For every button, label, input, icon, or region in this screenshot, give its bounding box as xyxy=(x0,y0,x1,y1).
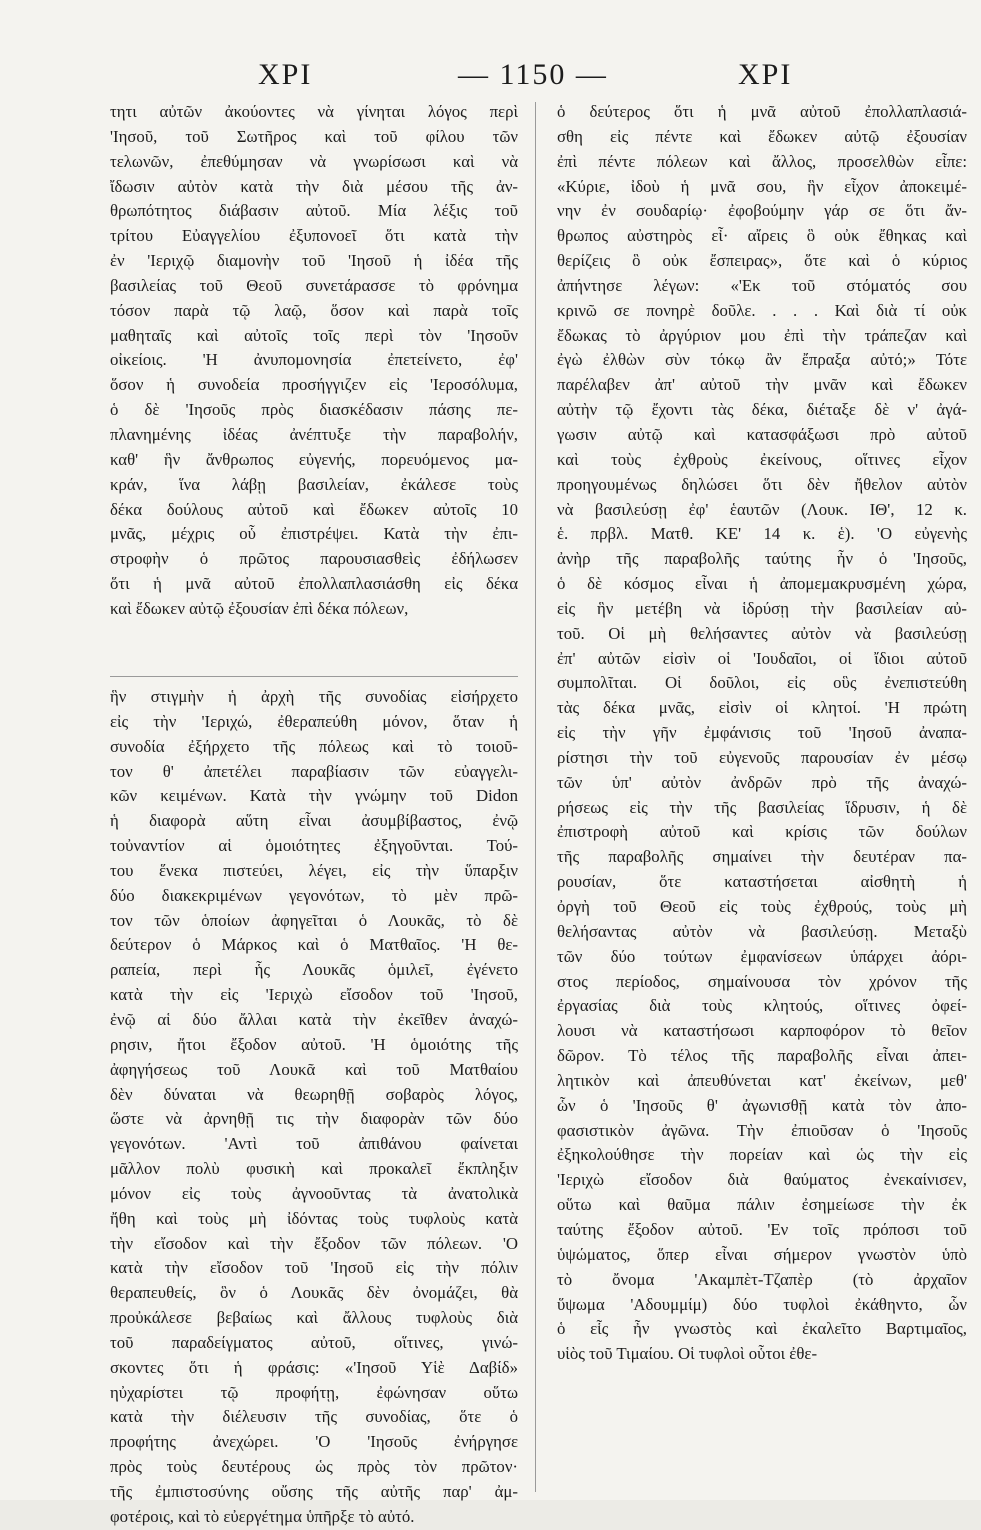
text-line: μᾶλλον πολὺ φυσικὴ καὶ προκαλεῖ ἔκπληξιν xyxy=(110,1159,518,1179)
text-line: του ἕνεκα πιστεύει, λέγει, εἰς τὴν ὕπαρξιν xyxy=(110,860,518,880)
text-line: τον τῶν ὁποίων ἀφηγεῖται ὁ Λουκᾶς, τὸ δὲ xyxy=(110,910,518,930)
text-line: μαθηταῖς καὶ αὐτοῖς τοῖς περὶ τὸν 'Ιησοῦν xyxy=(110,325,518,345)
text-line: μνᾶς, μέχρις οὗ ἐπιστρέψει. Κατὰ τὴν ἐπι- xyxy=(110,524,518,544)
text-line: ρίστησι τὴν τοῦ εὐγενοῦς παρουσίαν ἐν μέσῳ xyxy=(557,747,967,767)
text-line: ὁ δὲ κόσμος εἶναι ἡ ἀπομεμακρυσμένη χώρα, xyxy=(557,574,967,594)
text-line: καὶ τοὺς ἐχθροὺς ἐκείνους, οἵτινες εἶχον xyxy=(557,449,967,469)
text-line: ὅτι ἡ μνᾶ αὐτοῦ ἐπολλαπλασιάσθη εἰς δέκα xyxy=(110,574,518,594)
footnote-divider xyxy=(110,676,518,677)
text-line: μόνον εἰς τοὺς ἀγνοοῦντας τὰ ἀνατολικὰ xyxy=(110,1183,518,1203)
text-line: θρωπότητος διάβασιν αὐτοῦ. Μία λέξις τοῦ xyxy=(110,201,518,221)
text-line: προηγουμένως δηλώσει ὅτι δὲν ἤθελον αὐτὸν xyxy=(557,474,967,494)
text-line: εἰς τὴν γῆν ἐμφάνισις τοῦ 'Ιησοῦ ἀναπα- xyxy=(557,723,967,743)
header-right-headword: ΧΡΙ xyxy=(738,58,793,91)
text-line: νὰ βασιλεύσῃ ἐφ' ἑαυτῶν (Λουκ. ΙΘ', 12 κ. xyxy=(557,499,967,519)
text-line: ὑψώματος, ὅπερ εἶναι σήμερον γνωστὸν ὑπὸ xyxy=(557,1244,967,1264)
text-line: κράν, ἵνα λάβῃ βασιλείαν, ἐκάλεσε τοὺς xyxy=(110,474,518,494)
text-line: οὕτω καὶ θαῦμα πάλιν ἐσημείωσε τὴν ἐκ xyxy=(557,1195,967,1215)
text-line: τρίτου Εὐαγγελίου ἐξυπονοεῖ ὅτι κατὰ τὴν xyxy=(110,226,518,246)
text-line: τὴν εἴσοδον καὶ τὴν ἔξοδον τῶν πόλεων. 'Ο xyxy=(110,1233,518,1253)
text-line: ἐπιστροφὴ αὐτοῦ καὶ κρίσις τῶν δούλων xyxy=(557,822,967,842)
text-line: εἰς ἣν μετέβη νὰ ἱδρύσῃ τὴν βασιλείαν αὐ- xyxy=(557,598,967,618)
text-line: σθη εἰς πέντε καὶ ἔδωκεν αὐτῷ ἐξουσίαν xyxy=(557,126,967,146)
text-line: ὅσον ἡ συνοδεία προσήγγιζεν εἰς 'Ιεροσόλυμα, xyxy=(110,375,518,395)
text-line: δὲν δύναται νὰ θεωρηθῇ σοβαρὸς λόγος, xyxy=(110,1084,518,1104)
text-line: ηὐχαρίστει τῷ προφήτῃ, ἐφώνησαν οὕτω xyxy=(110,1382,518,1402)
text-line: τητι αὐτῶν ἀκούοντες νὰ γίνηται λόγος περὶ xyxy=(110,102,518,121)
column-rule xyxy=(535,102,536,1492)
text-line: ἤθη καὶ τοὺς μὴ ἰδόντας τοὺς τυφλοὺς κατὰ xyxy=(110,1208,518,1228)
text-line: κατὰ τὴν εἴσοδον τοῦ 'Ιησοῦ εἰς τὴν πόλιν xyxy=(110,1258,518,1278)
text-line: καθ' ἣν ἄνθρωπος εὐγενής, πορευόμενος μα- xyxy=(110,449,518,469)
text-line: δῶρον. Τὸ τέλος τῆς παραβολῆς εἶναι ἀπει- xyxy=(557,1046,967,1066)
text-line: ἐπὶ πέντε πόλεων καὶ ἄλλος, προσελθὼν εἶπε: xyxy=(557,151,967,171)
text-line: ἣν στιγμὴν ἡ ἀρχὴ τῆς συνοδίας εἰσήρχετο xyxy=(110,687,518,706)
text-line: προὐκάλεσε βεβαίως καὶ ἄλλους τυφλοὺς διὰ xyxy=(110,1308,518,1328)
text-line: ἐγὼ ἐλθὼν σὺν τόκῳ ἂν ἔπραξα αὐτό;» Τότε xyxy=(557,350,967,370)
text-line: τοῦ. Οἱ μὴ θελήσαντες αὐτὸν νὰ βασιλεύσῃ xyxy=(557,623,967,643)
text-line: ρησιν, ἤτοι ἔξοδον αὐτοῦ. 'Η ὁμοιότης τῆς xyxy=(110,1034,518,1054)
text-line: τοὐναντίον αἱ ὁμοιότητες ἐξηγοῦνται. Τού- xyxy=(110,836,518,856)
text-line: θελήσαντας αὐτὸν νὰ βασιλεύσῃ. Μεταξὺ xyxy=(557,921,967,941)
text-line: τόσον παρὰ τῷ λαῷ, ὅσον καὶ παρὰ τοῖς xyxy=(110,300,518,320)
text-line: ὥστε νὰ ἀρνηθῇ τις τὴν διαφορὰν τῶν δύο xyxy=(110,1109,518,1129)
text-line: πρὸς τοὺς δευτέρους ὡς πρὸς τὸν πρῶτον· xyxy=(110,1457,518,1477)
text-line: ὁ εἷς ἦν γνωστὸς καὶ ἐκαλεῖτο Βαρτιμαῖος, xyxy=(557,1319,967,1339)
text-line: ὁ δεύτερος ὅτι ἡ μνᾶ αὐτοῦ ἐπολλαπλασιά- xyxy=(557,102,967,121)
text-line: τὰς δέκα μνᾶς, εἰσὶν οἱ κλητοί. 'Η πρώτη xyxy=(557,698,967,718)
text-line: ραπεία, περὶ ἧς Λουκᾶς ὁμιλεῖ, ἐγένετο xyxy=(110,960,518,980)
text-line: ὁ δὲ 'Ιησοῦς πρὸς διασκέδασιν πάσης πε- xyxy=(110,400,518,420)
text-line: δύο διακεκριμένων γεγονότων, τὸ μὲν πρῶ- xyxy=(110,885,518,905)
left-column-main-text xyxy=(110,100,518,622)
text-line: δεύτερον ὁ Μάρκος καὶ ὁ Ματθαῖος. 'Η θε- xyxy=(110,935,518,955)
left-column-continued-text xyxy=(110,685,518,1530)
text-line: λητικὸν καὶ ἀπευθύνεται κατ' ἐκείνων, μεθ' xyxy=(557,1070,967,1090)
text-line: καὶ ἔδωκεν αὐτῷ ἐξουσίαν ἐπὶ δέκα πόλεων, xyxy=(110,598,409,618)
text-line: τῶν ὑπ' αὐτὸν ἀνδρῶν πρὸ τῆς ἀναχώ- xyxy=(557,772,967,792)
text-line: ὧν ὁ 'Ιησοῦς θ' ἀγωνισθῇ κατὰ τὸν ἀπο- xyxy=(557,1095,967,1115)
text-line: λουσι νὰ καταστήσωσι καρποφόρον τὸ θεῖον xyxy=(557,1021,967,1041)
text-line: τῆς παραβολῆς σημαίνει τὴν δευτέραν πα- xyxy=(557,847,967,867)
text-line: τον θ' ἀπετέλει παραβίασιν τῶν εὐαγγελι- xyxy=(110,761,518,781)
text-line: θερίζεις ὃ οὐκ ἔσπειρας», ὅτε καὶ ὁ κύριος xyxy=(557,251,967,271)
text-line: ρουσίαν, ὅτε καταστήσεται αἰσθητὴ ἡ xyxy=(557,872,967,892)
header-page-number: — 1150 — xyxy=(458,58,608,91)
text-line: δέκα δούλους αὐτοῦ καὶ ἔδωκεν αὐτοῖς 10 xyxy=(110,499,518,519)
text-line: βασιλείας τοῦ Θεοῦ συνετάρασσε τὸ φρόνημα xyxy=(110,275,518,295)
text-line: τοῦ παραδείγματος αὐτοῦ, οἵτινες, γινώ- xyxy=(110,1332,518,1352)
text-line: κρινῶ σε πονηρὲ δοῦλε. . . . Καὶ διὰ τί οὐκ xyxy=(557,300,967,320)
text-line: ἡ διαφορὰ αὕτη εἶναι ἀσυμβίβαστος, ἐνῷ xyxy=(110,811,518,831)
text-line: ἀνὴρ τῆς παραβολῆς ταύτης ἦν ὁ 'Ιησοῦς, xyxy=(557,549,967,569)
running-header xyxy=(258,58,818,98)
text-line: αὐτὴν τῷ ἔχοντι τὰς δέκα, διέταξε δὲ ν' ἀγά- xyxy=(557,400,967,420)
text-line: ἴδωσιν αὐτὸν κατὰ τὴν διὰ μέσου τῆς ἀν- xyxy=(110,176,518,196)
text-line: ρήσεως εἰς τὴν τῆς βασιλείας ἵδρυσιν, ἡ δὲ xyxy=(557,797,967,817)
text-line: τὸ ὄνομα 'Ακαμπὲτ-Τζαπὲρ (τὸ ἀρχαῖον xyxy=(557,1269,967,1289)
text-line: στος περίοδος, σημαίνουσα τὸν χρόνον τῆς xyxy=(557,971,967,991)
text-line: ἐπ' αὐτῶν εἰσὶν οἱ 'Ιουδαῖοι, οἱ ἴδιοι αὐτοῦ xyxy=(557,648,967,668)
text-line: παρέλαβεν ἀπ' αὐτοῦ τὴν μνᾶν καὶ ἔδωκεν xyxy=(557,375,967,395)
text-line: εἰς τὴν 'Ιεριχώ, ἐθεραπεύθη μόνον, ὅταν ἡ xyxy=(110,711,518,731)
text-line: ὕψωμα 'Αδουμμίμ) δύο τυφλοὶ ἐκάθηντο, ὧν xyxy=(557,1294,967,1314)
text-line: νην ἐν σουδαρίῳ· ἐφοβούμην γάρ σε ὅτι ἄν- xyxy=(557,201,967,221)
text-line: 'Ιησοῦ, τοῦ Σωτῆρος καὶ τοῦ φίλου τῶν xyxy=(110,126,518,146)
text-line: τελωνῶν, ἐπεθύμησαν νὰ γνωρίσωσι καὶ νὰ xyxy=(110,151,518,171)
text-line: ἐν 'Ιεριχῷ διαμονὴν τοῦ 'Ιησοῦ ἡ ἰδέα τῆς xyxy=(110,251,518,271)
text-line: στροφὴν ὁ πρῶτος παρουσιασθεὶς ἐδήλωσεν xyxy=(110,549,518,569)
text-line: ἐξηκολούθησε τὴν πορείαν καὶ ὡς τὴν εἰς xyxy=(557,1145,967,1165)
text-line: θρωπος αὐστηρὸς εἶ· αἴρεις ὃ οὐκ ἔθηκας καὶ xyxy=(557,226,967,246)
text-line: ἀφηγήσεως τοῦ Λουκᾶ καὶ τοῦ Ματθαίου xyxy=(110,1059,518,1079)
text-line: ὀργὴ τοῦ Θεοῦ εἰς τοὺς ἐχθρούς, τοὺς μὴ xyxy=(557,897,967,916)
header-left-headword: ΧΡΙ xyxy=(258,58,313,91)
text-line: τῆς ἐμπιστοσύνης οὔσης τῆς αὐτῆς παρ' ἀμ- xyxy=(110,1482,518,1501)
text-line: οἰκείοις. 'Η ἀνυπομονησία ἐπετείνετο, ἐφ' xyxy=(110,350,518,370)
right-column-text xyxy=(557,100,967,1367)
text-line: ἐνῷ αἱ δύο ἄλλαι κατὰ τὴν ἐκεῖθεν ἀναχώ- xyxy=(110,1009,518,1029)
text-line: φασιστικὸν ἀγῶνα. Τὴν ἐπιοῦσαν ὁ 'Ιησοῦς xyxy=(557,1120,967,1140)
text-line: θεραπευθείς, ὃν ὁ Λουκᾶς δὲν ὀνομάζει, θὰ xyxy=(110,1283,518,1303)
text-line: «Κύριε, ἰδοὺ ἡ μνᾶ σου, ἣν εἶχον ἀποκειμέ- xyxy=(557,176,967,196)
text-line: κατὰ τὴν διέλευσιν τῆς συνοδίας, ὅτε ὁ xyxy=(110,1407,518,1427)
text-line: πλανημένης ἰδέας ἀνέπτυξε τὴν παραβολήν, xyxy=(110,424,518,444)
text-line: τῶν δύο τούτων ἐμφανίσεων ὑπάρχει ἀόρι- xyxy=(557,946,967,966)
text-line: ταύτης ἔξοδον αὐτοῦ. 'Εν τοῖς πρόποσι τοῦ xyxy=(557,1219,967,1239)
text-line: προφήτης ἀνεχώρει. 'Ο 'Ιησοῦς ἐνήργησε xyxy=(110,1432,518,1452)
text-line: ἔδωκας τὸ ἀργύριον μου ἐπὶ τὴν τράπεζαν καὶ xyxy=(557,325,967,345)
text-line: γωσιν αὐτῷ καὶ κατασφάξωσι πρὸ αὐτοῦ xyxy=(557,424,967,444)
text-line: συμπολῖται. Οἱ δοῦλοι, εἰς οὓς ἐνεπιστεύθη xyxy=(557,673,967,693)
text-line: 'Ιεριχὼ εἴσοδον διὰ θαύματος ἐνεκαίνισεν, xyxy=(557,1170,967,1190)
text-line: κῶν κειμένων. Κατὰ τὴν γνώμην τοῦ Didon xyxy=(110,786,518,806)
text-line: γεγονότων. 'Αντὶ τοῦ ἀπιθάνου φαίνεται xyxy=(110,1134,518,1154)
text-line: ἑ. πρβλ. Ματθ. ΚΕ' 14 κ. ἑ). 'Ο εὐγενὴς xyxy=(557,524,967,544)
text-line: ἐργασίας διὰ τοὺς κλητούς, οἵτινες ὀφεί- xyxy=(557,996,967,1016)
text-line: συνοδία ἐξήρχετο τῆς πόλεως καὶ τὸ τοιοῦ- xyxy=(110,736,518,756)
text-line: σκοντες ὅτι ἡ φράσις: «'Ιησοῦ Υἱὲ Δαβίδ» xyxy=(110,1357,518,1377)
text-line: ἀπήντησε λέγων: «'Εκ τοῦ στόματός σου xyxy=(557,275,967,295)
text-line: κατὰ τὴν εἰς 'Ιεριχὼ εἴσοδον τοῦ 'Ιησοῦ, xyxy=(110,985,518,1005)
text-line: φοτέροις, καὶ τὸ εὐεργέτημα ὑπῆρξε τὸ αὐτό. xyxy=(110,1506,415,1526)
text-line: υἱὸς τοῦ Τιμαίου. Οἱ τυφλοὶ οὗτοι ἐθε- xyxy=(557,1344,818,1364)
